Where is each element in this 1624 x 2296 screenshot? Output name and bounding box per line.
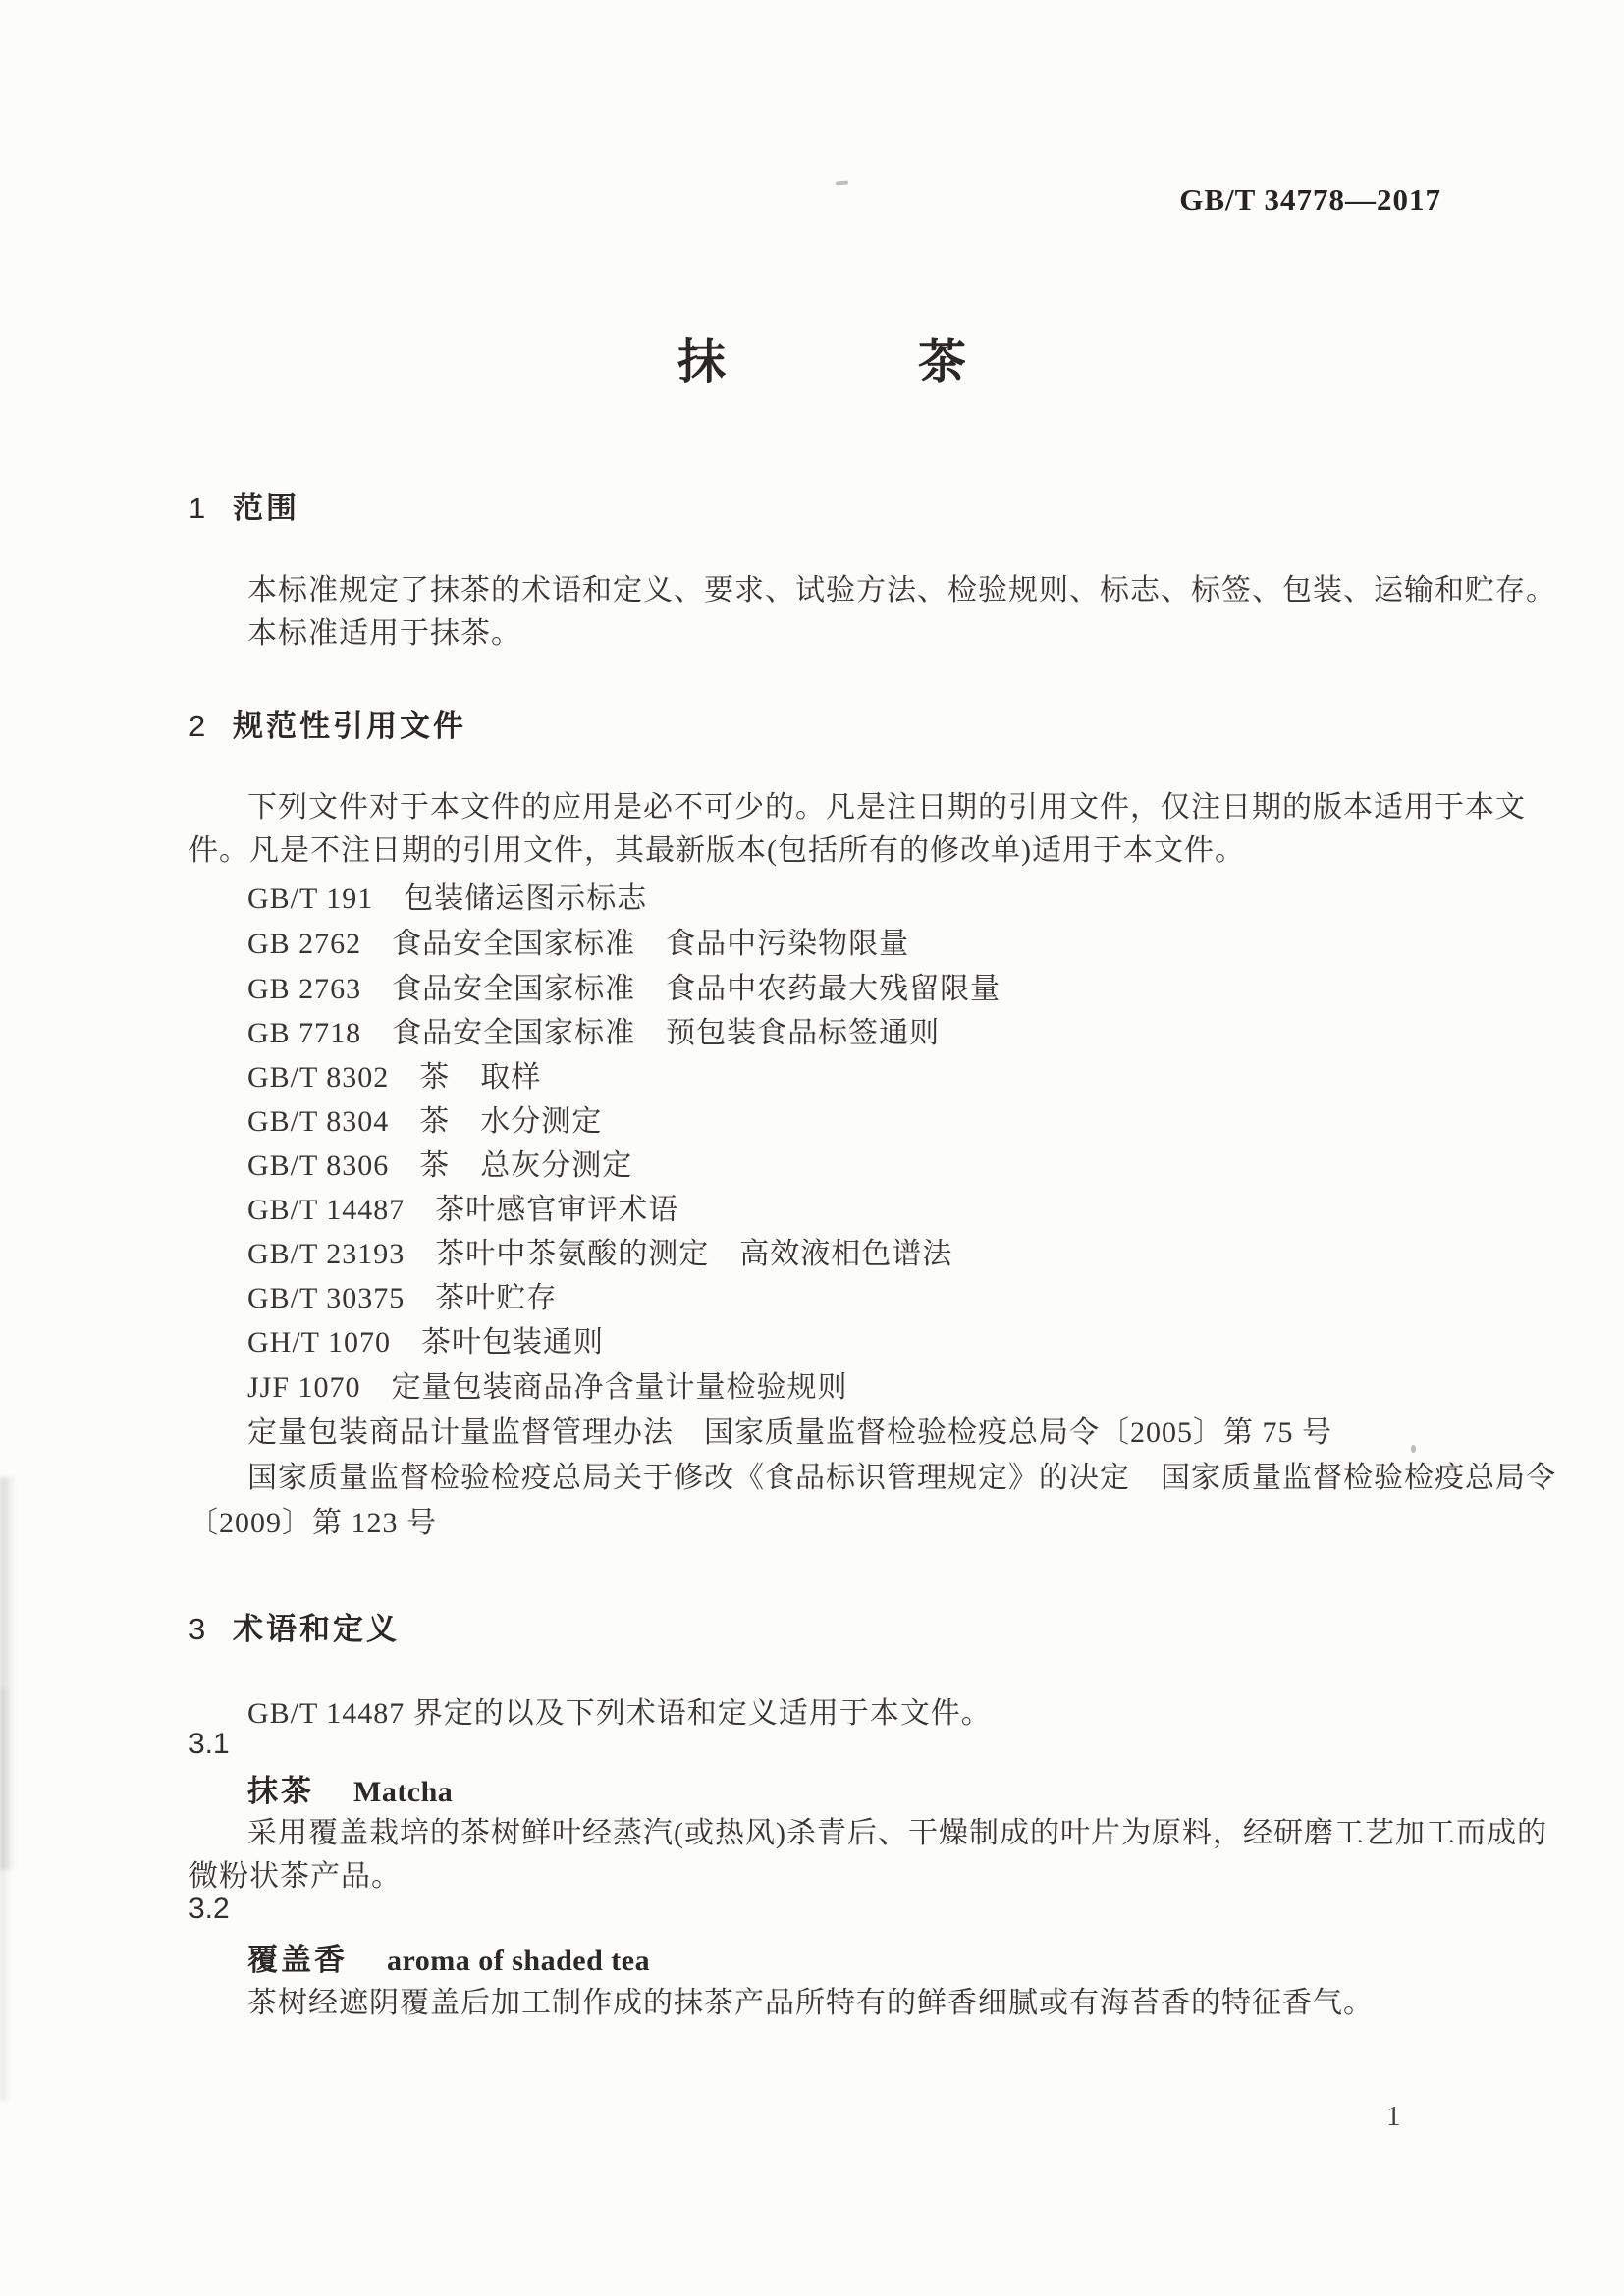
section-3-heading (189, 1604, 400, 1648)
scope-line-2: 本标准适用于抹茶。 (247, 617, 521, 650)
document-title: 抹 茶 (677, 336, 966, 389)
page-number: 1 (1386, 2101, 1401, 2132)
reference-item: 定量包装商品计量监督管理办法 国家质量监督检验检疫总局令〔2005〕第 75 号 (247, 1416, 1332, 1449)
standard-code: GB/T 34778—2017 (1179, 183, 1441, 217)
reference-item: GB 2763 食品安全国家标准 食品中农药最大残留限量 (247, 973, 1001, 1005)
reference-item-continuation: 〔2009〕第 123 号 (189, 1507, 437, 1539)
scan-dot-artifact (1411, 1445, 1416, 1453)
term-2-definition-line-1: 茶树经遮阴覆盖后加工制作成的抹茶产品所特有的鲜香细腻或有海苔香的特征香气。 (247, 1987, 1374, 2019)
reference-item: 国家质量监督检验检疫总局关于修改《食品标识管理规定》的决定 国家质量监督检验检疫总局令 (247, 1462, 1556, 1494)
section-1-heading-text: 范围 (233, 491, 299, 525)
term-1-number: 3.1 (189, 1728, 230, 1760)
section-2-heading-text: 规范性引用文件 (233, 709, 466, 743)
term-2-name (247, 1935, 650, 1979)
normative-intro-line-1: 下列文件对于本文件的应用是必不可少的。凡是注日期的引用文件，仅注日期的版本适用于本文 (247, 791, 1526, 824)
term-1-name-en: Matcha (353, 1776, 454, 1808)
section-1-number: 1 (189, 491, 206, 525)
reference-item: GH/T 1070 茶叶包装通则 (247, 1326, 604, 1359)
term-1-definition-line-1: 采用覆盖栽培的茶树鲜叶经蒸汽(或热风)杀青后、干燥制成的叶片为原料，经研磨工艺加工而成的 (247, 1817, 1547, 1849)
reference-item: GB/T 191 包装储运图示标志 (247, 882, 648, 915)
term-2-number: 3.2 (189, 1893, 230, 1925)
term-1-name-zh: 抹茶 (247, 1774, 314, 1808)
scan-edge-shadow (0, 1688, 10, 2101)
section-3-number: 3 (189, 1612, 206, 1646)
section-2-number: 2 (189, 709, 206, 743)
reference-item: GB/T 30375 茶叶贮存 (247, 1282, 558, 1314)
section-3-heading-text: 术语和定义 (233, 1612, 400, 1646)
term-1-definition-line-2: 微粉状茶产品。 (189, 1860, 402, 1893)
term-1-name (247, 1766, 453, 1810)
term-2-name-zh: 覆盖香 (247, 1943, 348, 1977)
reference-item: GB/T 23193 茶叶中茶氨酸的测定 高效液相色谱法 (247, 1238, 953, 1270)
section-2-heading (189, 701, 466, 745)
reference-item: GB/T 8304 茶 水分测定 (247, 1105, 603, 1138)
reference-item: GB 2762 食品安全国家标准 食品中污染物限量 (247, 928, 910, 960)
scan-dash-artifact (836, 181, 848, 186)
reference-item: GB/T 8302 茶 取样 (247, 1061, 542, 1094)
reference-item: GB 7718 食品安全国家标准 预包装食品标签通则 (247, 1017, 941, 1049)
reference-item: JJF 1070 定量包装商品净含量计量检验规则 (247, 1371, 848, 1404)
terms-intro: GB/T 14487 界定的以及下列术语和定义适用于本文件。 (247, 1697, 992, 1730)
normative-intro-line-2: 件。凡是不注日期的引用文件，其最新版本(包括所有的修改单)适用于本文件。 (189, 834, 1245, 867)
scope-line-1: 本标准规定了抹茶的术语和定义、要求、试验方法、检验规则、标志、标签、包装、运输和贮存。 (247, 574, 1556, 607)
term-2-name-en: aroma of shaded tea (387, 1945, 651, 1977)
reference-item: GB/T 14487 茶叶感官审评术语 (247, 1194, 679, 1226)
reference-item: GB/T 8306 茶 总灰分测定 (247, 1149, 633, 1182)
section-1-heading (189, 483, 299, 527)
